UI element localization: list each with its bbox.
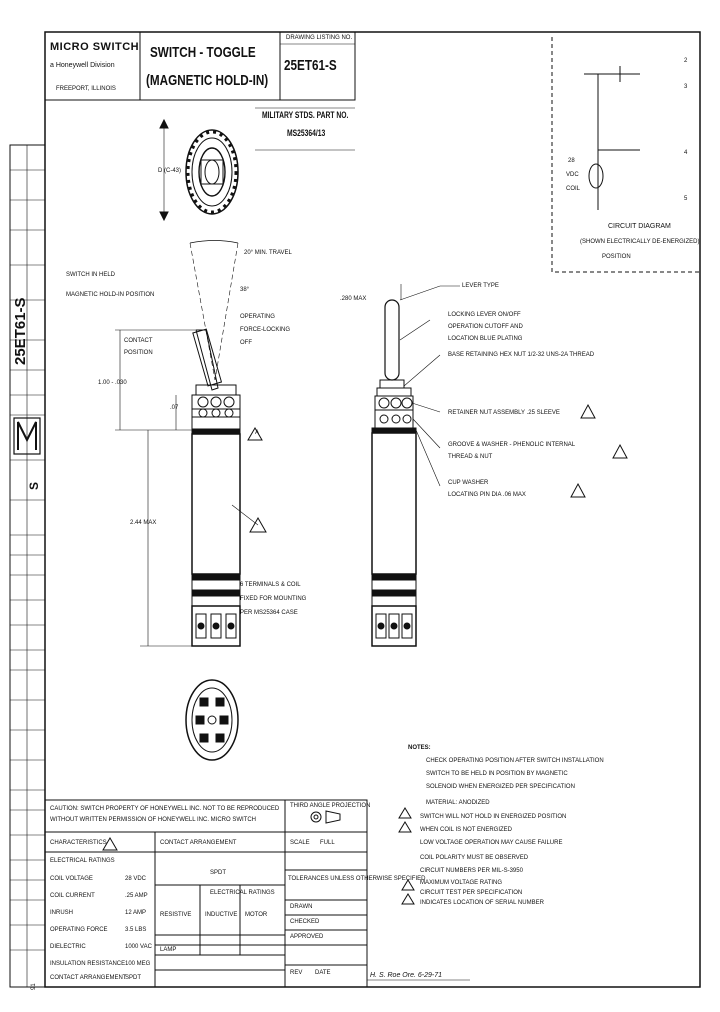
dim-2: .07 bbox=[170, 405, 179, 411]
circuit-caption-3: POSITION bbox=[602, 254, 631, 260]
caution-line-1: CAUTION: SWITCH PROPERTY OF HONEYWELL INC. NOT TO BE REPRODUCED bbox=[50, 806, 280, 812]
contact-arrangement-value: SPDT bbox=[210, 870, 227, 876]
spec-row-value: SPDT bbox=[125, 975, 142, 981]
coil-label-1: 28 bbox=[568, 158, 575, 164]
brand-subtitle: a Honeywell Division bbox=[50, 62, 115, 69]
spec-row-value: 1000 VAC bbox=[125, 944, 152, 950]
approved-label: APPROVED bbox=[290, 934, 324, 940]
contact-line-3: OFF bbox=[240, 340, 252, 346]
center-angle-label: 38° bbox=[240, 287, 250, 293]
left-strip bbox=[10, 145, 45, 987]
circuit-caption-1: CIRCUIT DIAGRAM bbox=[608, 223, 671, 230]
dim-1: 1.00 - .030 bbox=[98, 380, 127, 386]
body-note-3: PER MS25364 CASE bbox=[240, 610, 298, 616]
note-line: CHECK OPERATING POSITION AFTER SWITCH INSTALLATION bbox=[426, 758, 604, 764]
body-note-1: 6 TERMINALS & COIL bbox=[240, 582, 301, 588]
flag-a: A bbox=[255, 430, 260, 436]
date-label: DATE bbox=[315, 970, 331, 976]
characteristics-label: CHARACTERISTICS bbox=[50, 840, 107, 846]
scale-value: FULL bbox=[320, 840, 335, 846]
right-note-6: GROOVE & WASHER - PHENOLIC INTERNAL bbox=[448, 442, 576, 448]
signature: H. S. Roe Ore. 6-29-71 bbox=[370, 972, 442, 979]
right-lever-note: LEVER TYPE bbox=[462, 283, 499, 289]
right-note-8: CUP WASHER bbox=[448, 480, 489, 486]
operating-line-2: FORCE-LOCKING bbox=[240, 327, 291, 333]
circuit-caption-2: (SHOWN ELECTRICALLY DE-ENERGIZED) bbox=[580, 239, 700, 245]
tolerances-label: TOLERANCES UNLESS OTHERWISE SPECIFIED bbox=[288, 876, 426, 882]
spec-row-value: 100 MEG bbox=[125, 961, 151, 967]
left-dim: .280 MAX bbox=[340, 296, 367, 302]
spec-row-label: DIELECTRIC bbox=[50, 944, 86, 950]
electrical-ratings-label: ELECTRICAL RATINGS bbox=[210, 890, 275, 896]
inductive-label: INDUCTIVE bbox=[205, 912, 238, 918]
drawing-no-label: DRAWING LISTING NO. bbox=[286, 35, 353, 41]
spec-row-label: OPERATING FORCE bbox=[50, 927, 108, 933]
contact-line-2: POSITION bbox=[124, 350, 153, 356]
lever-travel-label: 20° MIN. TRAVEL bbox=[244, 250, 292, 256]
right-note-5: RETAINER NUT ASSEMBLY .25 SLEEVE bbox=[448, 410, 560, 416]
spec-row-label: INRUSH bbox=[50, 910, 74, 916]
note-line: MAXIMUM VOLTAGE RATING bbox=[420, 880, 503, 886]
checked-label: CHECKED bbox=[290, 919, 320, 925]
circuit-box bbox=[552, 37, 700, 272]
right-note-1: LOCKING LEVER ON/OFF bbox=[448, 312, 521, 318]
spec-row-value: 12 AMP bbox=[125, 910, 147, 916]
strip-letter: S bbox=[27, 481, 41, 490]
military-value: MS25364/13 bbox=[287, 128, 326, 138]
contact-arrangement-label: CONTACT ARRANGEMENT bbox=[160, 840, 237, 846]
note-line: WHEN COIL IS NOT ENERGIZED bbox=[420, 827, 513, 833]
note-line: INDICATES LOCATION OF SERIAL NUMBER bbox=[420, 900, 544, 906]
scale-label: SCALE bbox=[290, 840, 310, 846]
note-line: SWITCH TO BE HELD IN POSITION BY MAGNETIC bbox=[426, 771, 568, 777]
right-note-9: LOCATING PIN DIA .06 MAX bbox=[448, 492, 526, 498]
lamp-label: LAMP bbox=[160, 947, 177, 953]
left-note-2: MAGNETIC HOLD-IN POSITION bbox=[66, 292, 155, 298]
right-note-3: LOCATION BLUE PLATING bbox=[448, 336, 523, 342]
third-angle-label: THIRD ANGLE PROJECTION bbox=[290, 803, 371, 809]
left-note-1: SWITCH IN HELD bbox=[66, 272, 116, 278]
note-line: COIL POLARITY MUST BE OBSERVED bbox=[420, 855, 529, 861]
rev-label: REV bbox=[290, 970, 303, 976]
circuit-diagram bbox=[584, 66, 640, 210]
note-line: LOW VOLTAGE OPERATION MAY CAUSE FAILURE bbox=[420, 840, 563, 846]
caution-line-2: WITHOUT WRITTEN PERMISSION OF HONEYWELL INC. MICRO SWITCH bbox=[50, 817, 257, 823]
dim-3: 2.44 MAX bbox=[130, 520, 157, 526]
switch-bottom-view bbox=[186, 680, 238, 760]
spec-row-label: COIL CURRENT bbox=[50, 893, 95, 899]
note-line: SOLENOID WHEN ENERGIZED PER SPECIFICATION bbox=[426, 784, 575, 790]
coil-label-2: VDC bbox=[566, 172, 579, 178]
right-note-7: THREAD & NUT bbox=[448, 454, 493, 460]
spec-row-label: INSULATION RESISTANCE bbox=[50, 961, 126, 967]
electrical-label: ELECTRICAL RATINGS bbox=[50, 858, 115, 864]
operating-line-1: OPERATING bbox=[240, 314, 275, 320]
resistive-label: RESISTIVE bbox=[160, 912, 192, 918]
coil-label-3: COIL bbox=[566, 186, 581, 192]
military-label: MILITARY STDS. PART NO. bbox=[262, 110, 349, 120]
right-note-4: BASE RETAINING HEX NUT 1/2-32 UNS-2A THREAD bbox=[448, 352, 595, 358]
note-line: SWITCH WILL NOT HOLD IN ENERGIZED POSITION bbox=[420, 814, 567, 820]
title-line-2: (MAGNETIC HOLD-IN) bbox=[146, 72, 269, 89]
right-note-2: OPERATION CUTOFF AND bbox=[448, 324, 523, 330]
note-line: MATERIAL: ANODIZED bbox=[426, 800, 490, 806]
spec-row-label: COIL VOLTAGE bbox=[50, 876, 93, 882]
note-line: CIRCUIT TEST PER SPECIFICATION bbox=[420, 890, 523, 896]
brand-logo: MICRO SWITCH bbox=[50, 41, 140, 53]
brand-address: FREEPORT, ILLINOIS bbox=[56, 86, 116, 92]
note-line: CIRCUIT NUMBERS PER MIL-S-3950 bbox=[420, 868, 523, 874]
drawn-label: DRAWN bbox=[290, 904, 313, 910]
pin-label-3: 3 bbox=[684, 84, 688, 90]
title-line-1: SWITCH - TOGGLE bbox=[150, 44, 256, 61]
spec-row-value: .25 AMP bbox=[125, 893, 148, 899]
spec-row-label: CONTACT ARRANGEMENT bbox=[50, 975, 127, 981]
notes-heading: NOTES: bbox=[408, 745, 431, 751]
spec-row-value: 3.5 LBS bbox=[125, 927, 147, 933]
motor-label: MOTOR bbox=[245, 912, 268, 918]
body-note-2: FIXED FOR MOUNTING bbox=[240, 596, 307, 602]
pin-label-2: 2 bbox=[684, 58, 688, 64]
contact-line-1: CONTACT bbox=[124, 338, 153, 344]
pin-label-4: 4 bbox=[684, 150, 688, 156]
spec-row-value: 28 VDC bbox=[125, 876, 147, 882]
pin-label-5: 5 bbox=[684, 196, 688, 202]
part-number: 25ET61-S bbox=[284, 57, 337, 74]
dia-label: D (C-43) bbox=[158, 168, 182, 174]
strip-part-number: 25ET61-S bbox=[12, 297, 29, 365]
strip-year: 91 bbox=[31, 983, 37, 990]
